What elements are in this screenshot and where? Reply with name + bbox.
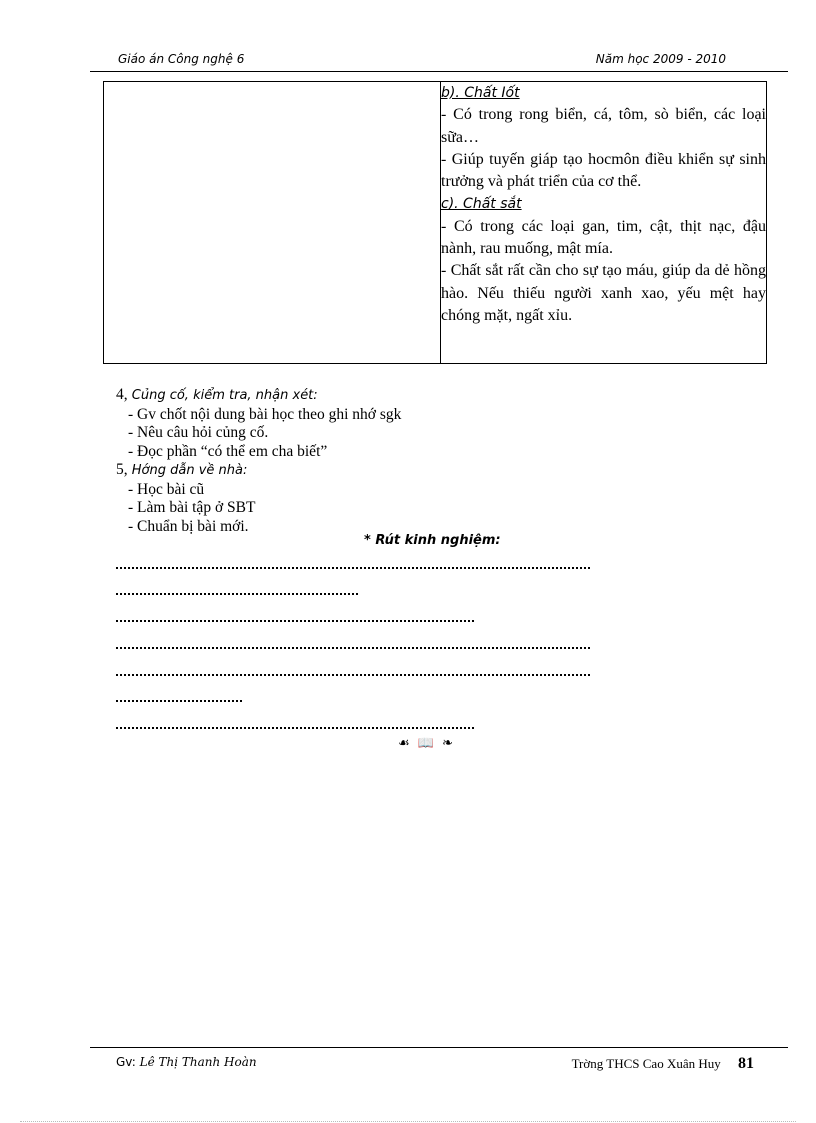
footer-right: [572, 1055, 754, 1073]
content-table: [103, 81, 767, 364]
list-item: - Chuẩn bị bài mới.: [128, 517, 249, 535]
subheading-iodine: b). Chất Iốt: [441, 85, 520, 101]
section5-number: 5,: [116, 461, 128, 478]
list-item: - Đọc phần “có thể em cha biết”: [128, 442, 328, 460]
blank-line: [116, 620, 474, 622]
review-sections: [116, 386, 401, 536]
blank-line: [116, 727, 474, 729]
school-name: Trờng THCS Cao Xuân Huy: [571, 1056, 721, 1071]
list-item: - Học bài cũ: [128, 480, 205, 498]
blank-line: [116, 593, 358, 595]
paragraph: - Có trong các loại gan, tim, cật, thịt nạc, đậu nành, rau muống, mật mía.: [441, 217, 766, 258]
footer-teacher: [116, 1055, 257, 1069]
blank-line: [116, 700, 242, 702]
blank-line: [116, 674, 590, 676]
experience-title: * Rút kinh nghiệm:: [364, 533, 501, 548]
page-footer: [116, 1055, 754, 1075]
list-item: - Gv chốt nội dung bài học theo ghi nhớ sgk: [128, 405, 402, 423]
paragraph: - Có trong rong biển, cá, tôm, sò biển, các loại sữa…: [441, 106, 766, 146]
section5-heading: [116, 461, 401, 481]
section4-number: 4,: [116, 386, 128, 403]
blank-line: [116, 567, 590, 569]
blank-line: [116, 647, 590, 649]
header-right: Năm học 2009 - 2010: [595, 52, 726, 66]
table-right-cell: [441, 82, 767, 364]
bottom-border: [20, 1121, 796, 1122]
book-ornament-icon: ☙ 📖 ❧: [398, 736, 455, 751]
paragraph: - Chất sắt rất cần cho sự tạo máu, giúp da dẻ hồng hào. Nếu thiếu người xanh xao, yếu mệt hay chóng mặt, ngất xỉu.: [441, 262, 766, 324]
paragraph: - Giúp tuyến giáp tạo hocmôn điều khiển sự sinh trưởng và phát triển của cơ thể.: [441, 150, 766, 191]
footer-divider: [90, 1047, 788, 1048]
header-left: Giáo án Công nghệ 6: [118, 52, 245, 66]
teacher-label: Gv:: [116, 1055, 136, 1069]
section4-title: Củng cố, kiểm tra, nhận xét:: [131, 388, 318, 403]
list-item: - Làm bài tập ở SBT: [128, 499, 256, 516]
header-divider: [90, 71, 788, 72]
section5-title: Hớng dẫn về nhà:: [131, 463, 248, 478]
list-item: - Nêu câu hỏi củng cố.: [128, 424, 269, 441]
page-header: [118, 52, 726, 72]
section4-heading: [116, 386, 401, 406]
teacher-name: Lê Thị Thanh Hoàn: [139, 1055, 257, 1069]
page-number: 81: [738, 1055, 754, 1072]
subheading-iron: c). Chất sắt: [441, 196, 522, 213]
table-left-cell: [104, 82, 441, 364]
